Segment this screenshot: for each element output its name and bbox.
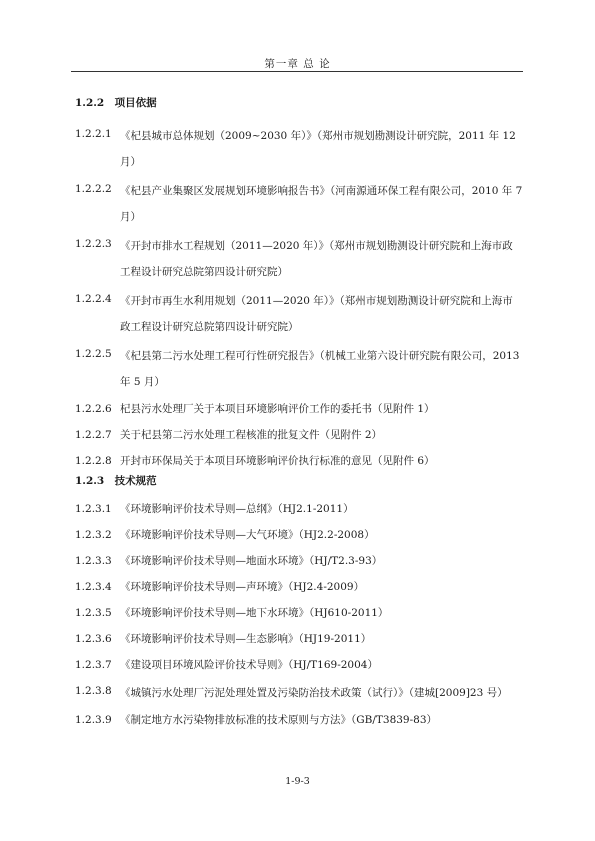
- list-item: [75, 602, 523, 625]
- item-number: 1.2.3.3: [75, 555, 112, 567]
- list-item: [75, 424, 523, 447]
- item-number: 1.2.2.7: [75, 429, 112, 441]
- item-number: 1.2.2.2: [75, 183, 112, 195]
- item-text: 关于杞县第二污水处理工程核准的批复文件（见附件 2）: [120, 429, 383, 441]
- item-number: 1.2.3.9: [75, 714, 112, 726]
- item-text: 《杞县第二污水处理工程可行性研究报告》（机械工业第六设计研究院有限公司，2013 年 5 月）: [120, 350, 520, 388]
- item-number: 1.2.2.8: [75, 455, 112, 467]
- item-number: 1.2.3.7: [75, 659, 112, 671]
- item-number: 1.2.3.1: [75, 503, 112, 515]
- item-text: 《城镇污水处理厂污泥处理处置及污染防治技术政策（试行）》（建城[2009]23 号）: [120, 687, 508, 699]
- section-number: 1.2.2: [75, 97, 105, 109]
- item-text: 《建设项目环境风险评价技术导则》（HJ/T169-2004）: [120, 659, 378, 671]
- item-text: 《环境影响评价技术导则—总纲》（HJ2.1-2011）: [120, 503, 354, 515]
- list-item: [75, 709, 523, 732]
- list-item: [75, 450, 523, 473]
- list-item: [75, 233, 523, 285]
- item-text: 《开封市排水工程规划（2011—2020 年）》（郑州市规划勘测设计研究院和上海市政工程设计研究总院第四设计研究院）: [120, 240, 513, 278]
- item-text: 《开封市再生水利用规划（2011—2020 年）》（郑州市规划勘测设计研究院和上海市政工程设计研究总院第四设计研究院）: [120, 295, 513, 333]
- item-text: 《环境影响评价技术导则—地下水环境》（HJ610-2011）: [120, 607, 389, 619]
- item-text: 《杞县城市总体规划（2009~2030 年）》（郑州市规划勘测设计研究院，2011 年 12 月）: [120, 130, 516, 168]
- list-item: [75, 628, 523, 651]
- list-item: [75, 123, 523, 175]
- item-text: 《环境影响评价技术导则—地面水环境》（HJ/T2.3-93）: [120, 555, 383, 567]
- item-number: 1.2.2.3: [75, 238, 112, 250]
- list-item: [75, 498, 523, 521]
- list-item: [75, 550, 523, 573]
- header-rule: [71, 71, 523, 72]
- item-text: 《环境影响评价技术导则—大气环境》（HJ2.2-2008）: [120, 529, 375, 541]
- list-item: [75, 288, 523, 340]
- item-number: 1.2.3.2: [75, 529, 112, 541]
- section-title: 技术规范: [114, 475, 157, 487]
- list-item: [75, 654, 523, 677]
- item-number: 1.2.3.6: [75, 633, 112, 645]
- page-header: 第一章 总 论: [264, 58, 331, 70]
- section-heading-1-2-2: [75, 95, 523, 110]
- section-heading-1-2-3: [75, 473, 523, 488]
- list-item: [75, 680, 523, 706]
- item-number: 1.2.2.1: [75, 128, 112, 140]
- document-body: [75, 95, 523, 735]
- item-number: 1.2.2.6: [75, 403, 112, 415]
- item-text: 杞县污水处理厂关于本项目环境影响评价工作的委托书（见附件 1）: [120, 403, 435, 415]
- section-number: 1.2.3: [75, 475, 105, 487]
- item-number: 1.2.3.5: [75, 607, 112, 619]
- item-text: 《杞县产业集聚区发展规划环境影响报告书》（河南源通环保工程有限公司，2010 年 7 月）: [120, 185, 523, 223]
- list-item: [75, 343, 523, 395]
- list-item: [75, 398, 523, 421]
- item-text: 《环境影响评价技术导则—声环境》（HJ2.4-2009）: [120, 581, 365, 593]
- item-number: 1.2.2.4: [75, 293, 112, 305]
- item-number: 1.2.3.4: [75, 581, 112, 593]
- list-item: [75, 178, 523, 230]
- list-item: [75, 576, 523, 599]
- section-title: 项目依据: [114, 97, 157, 109]
- item-number: 1.2.3.8: [75, 685, 112, 697]
- item-text: 《环境影响评价技术导则—生态影响》（HJ19-2011）: [120, 633, 372, 645]
- item-number: 1.2.2.5: [75, 348, 112, 360]
- item-text: 开封市环保局关于本项目环境影响评价执行标准的意见（见附件 6）: [120, 455, 435, 467]
- list-item: [75, 524, 523, 547]
- page-number: 1-9-3: [285, 776, 310, 787]
- item-text: 《制定地方水污染物排放标准的技术原则与方法》（GB/T3839-83）: [120, 714, 438, 726]
